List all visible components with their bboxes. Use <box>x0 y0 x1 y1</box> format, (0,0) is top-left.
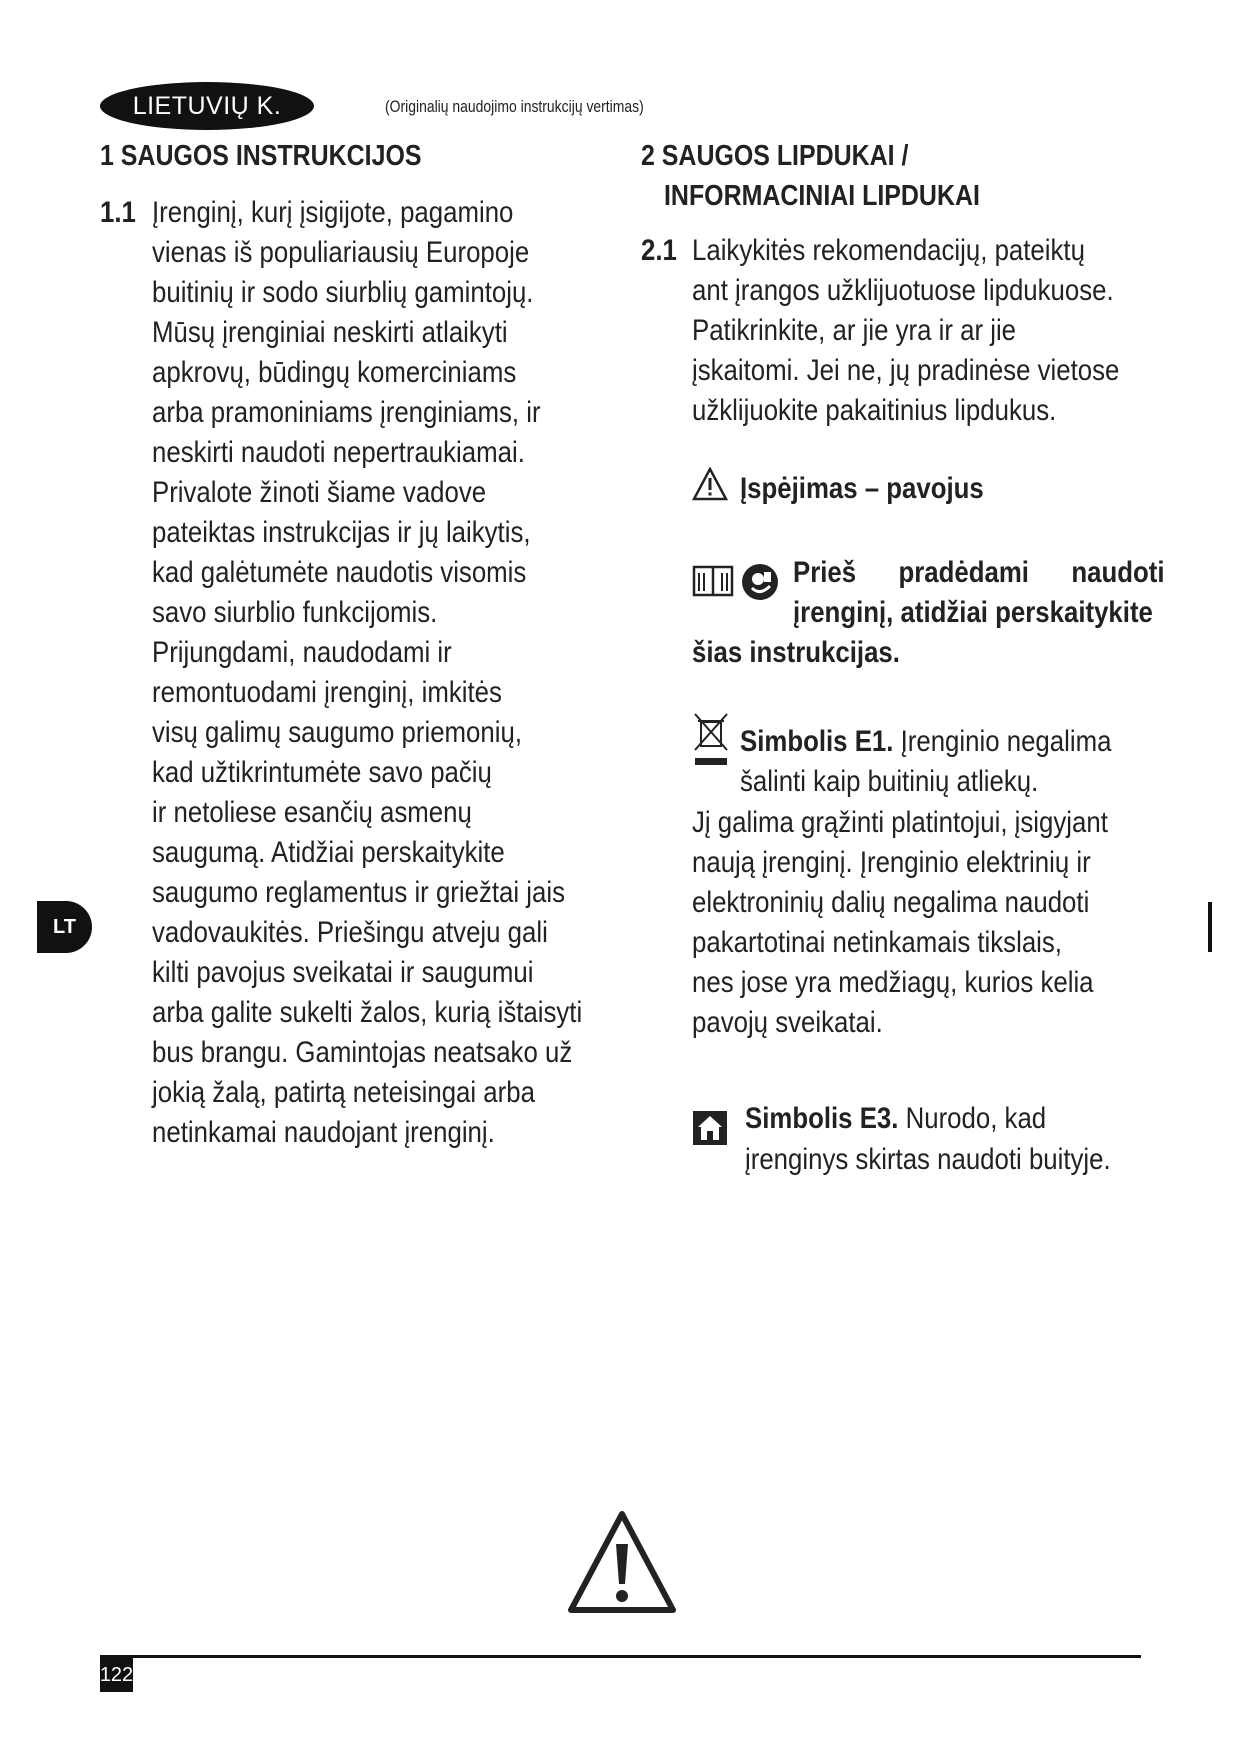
section2-title-line1: 2 SAUGOS LIPDUKAI / <box>641 140 909 172</box>
e1-line2: šalinti kaip buitinių atliekų. <box>740 765 1039 798</box>
e1-body <box>692 803 1227 1043</box>
language-badge <box>100 82 314 130</box>
e3-line1-rest: Nurodo, kad <box>898 1102 1047 1135</box>
e3-line2: įrenginys skirtas naudoti buityje. <box>745 1143 1111 1176</box>
section1-line: vienas iš populiariausių Europoje <box>152 236 530 269</box>
section1-line: remontuodami įrenginį, imkitės <box>152 676 502 709</box>
language-side-tab <box>37 901 92 953</box>
section1-title: 1 SAUGOS INSTRUKCIJOS <box>100 140 422 172</box>
e1-label: Simbolis E1. <box>740 725 894 758</box>
read-manual-line: Prieš pradėdami naudoti <box>793 556 1165 589</box>
section1-line: kad galėtumėte naudotis visomis <box>152 556 527 589</box>
section1-line: apkrovų, būdingų komerciniams <box>152 356 517 389</box>
section1-line: jokią žalą, patirtą neteisingai arba <box>152 1076 535 1109</box>
section1-line: vadovaukitės. Priešingu atveju gali <box>152 916 548 949</box>
section2-line: Laikykitės rekomendacijų, pateiktų <box>692 234 1085 267</box>
e1-line: pavojų sveikatai. <box>692 1006 883 1039</box>
large-warning-triangle-icon <box>567 1510 677 1614</box>
read-manual-line: šias instrukcijas. <box>692 636 900 669</box>
language-label: LIETUVIŲ K. <box>132 91 282 120</box>
section1-line: ir netoliese esančių asmenų <box>152 796 472 829</box>
section1-line: Mūsų įrenginiai neskirti atlaikyti <box>152 316 508 349</box>
e1-line: pakartotinai netinkamais tikslais, <box>692 926 1062 959</box>
section1-line: pateiktas instrukcijas ir jų laikytis, <box>152 516 531 549</box>
section1-line: arba pramoniniams įrenginiams, ir <box>152 396 541 429</box>
e1-line1-rest: Įrenginio negalima <box>893 725 1112 758</box>
e1-line: naują įrenginį. Įrenginio elektrinių ir <box>692 846 1091 879</box>
section2-title-line2: INFORMACINIAI LIPDUKAI <box>664 180 980 212</box>
e1-line: nes jose yra medžiagų, kurios kelia <box>692 966 1094 999</box>
page-number-box <box>100 1658 133 1692</box>
section2-body <box>692 231 1139 431</box>
e3-label: Simbolis E3. <box>745 1102 899 1135</box>
manual-book-icon <box>692 563 734 599</box>
right-edge-marker <box>1208 902 1212 952</box>
section2-line: Patikrinkite, ar jie yra ir ar jie <box>692 314 1017 347</box>
read-manual-line: įrenginį, atidžiai perskaitykite <box>793 596 1153 629</box>
e3-first-line <box>745 1099 1046 1139</box>
section1-line: buitinių ir sodo siurblių gamintojų. <box>152 276 534 309</box>
e1-first-line <box>740 722 1111 762</box>
section1-item-number: 1.1 <box>100 196 136 229</box>
section1-line: saugumo reglamentus ir griežtai jais <box>152 876 566 909</box>
section1-line: Įrenginį, kurį įsigijote, pagamino <box>152 196 514 229</box>
e1-line: elektroninių dalių negalima naudoti <box>692 886 1090 919</box>
section1-line: savo siurblio funkcijomis. <box>152 596 438 629</box>
section1-line: netinkamai naudojant įrenginį. <box>152 1116 495 1149</box>
side-tab-label: LT <box>53 915 76 938</box>
section1-line: visų galimų saugumo priemonių, <box>152 716 522 749</box>
section1-line: Prijungdami, naudodami ir <box>152 636 452 669</box>
section2-line: užklijuokite pakaitinius lipdukus. <box>692 394 1057 427</box>
section1-line: arba galite sukelti žalos, kurią ištaisyti <box>152 996 583 1029</box>
section1-line: saugumą. Atidžiai perskaitykite <box>152 836 505 869</box>
read-instructions-icon <box>740 562 780 602</box>
read-manual-text <box>793 553 1165 633</box>
section1-body <box>152 193 616 1153</box>
warning-label: Įspėjimas – pavojus <box>740 472 984 505</box>
original-note: (Originalių naudojimo instrukcijų vertimas) <box>385 97 644 116</box>
section2-line: įskaitomi. Jei ne, jų pradinėse vietose <box>692 354 1120 387</box>
warning-triangle-icon <box>692 467 728 501</box>
section1-line: bus brangu. Gamintojas neatsako už <box>152 1036 573 1069</box>
section2-item-number: 2.1 <box>641 234 677 267</box>
section1-line: kilti pavojus sveikatai ir saugumui <box>152 956 534 989</box>
section2-line: ant įrangos užklijuotuose lipdukuose. <box>692 274 1114 307</box>
section1-line: Privalote žinoti šiame vadove <box>152 476 487 509</box>
page-number: 122 <box>99 1663 134 1686</box>
house-icon <box>692 1110 728 1146</box>
crossed-bin-icon <box>693 712 729 770</box>
section1-line: neskirti naudoti nepertraukiamai. <box>152 436 525 469</box>
section1-line: kad užtikrintumėte savo pačių <box>152 756 492 789</box>
footer-rule <box>100 1655 1141 1658</box>
e1-line: Jį galima grąžinti platintojui, įsigyjant <box>692 806 1108 839</box>
